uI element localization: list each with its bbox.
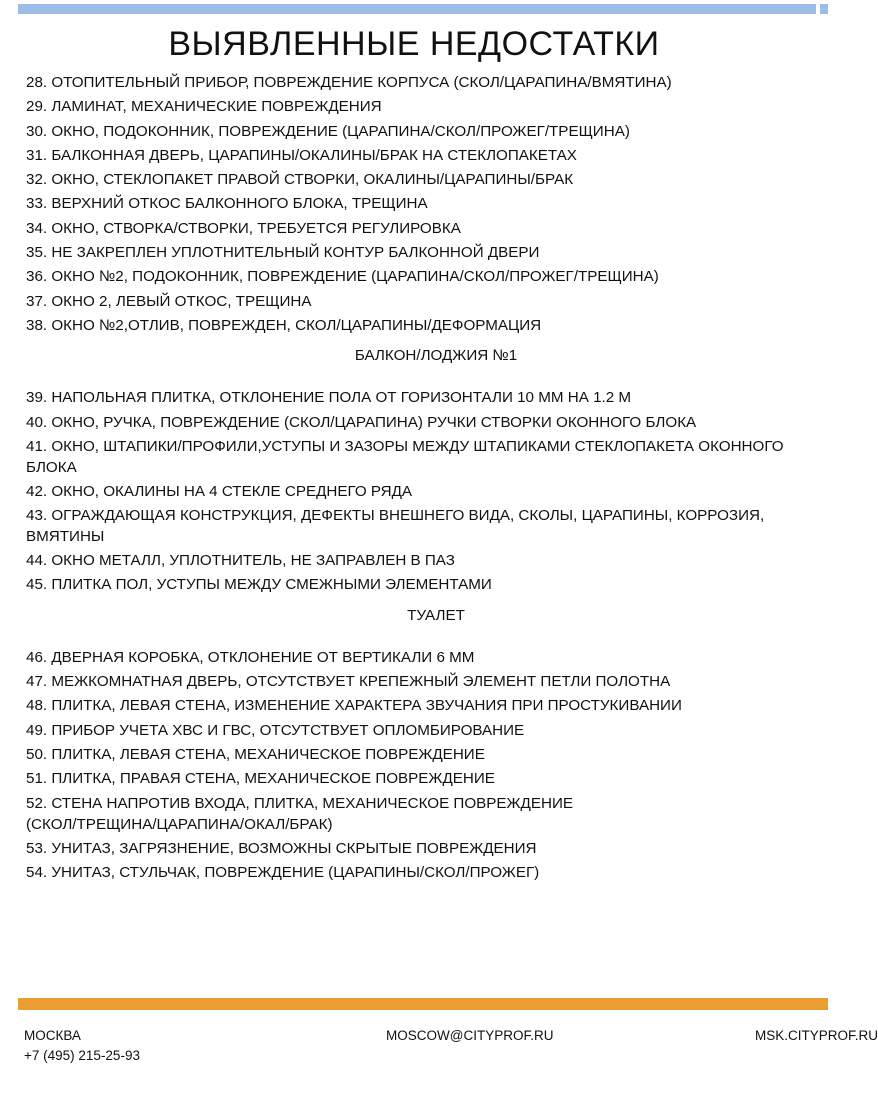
- defect-item: 49. ПРИБОР УЧЕТА ХВС И ГВС, ОТСУТСТВУЕТ ОПЛОМБИРОВАНИЕ: [26, 721, 525, 739]
- section-heading-toilet: ТУАЛЕТ: [407, 606, 465, 624]
- defect-item: 41. ОКНО, ШТАПИКИ/ПРОФИЛИ,УСТУПЫ И ЗАЗОРЫ МЕЖДУ ШТАПИКАМИ СТЕКЛОПАКЕТА ОКОННОГО БЛОКА: [26, 437, 784, 476]
- footer-website: MSK.CITYPROF.RU: [755, 1028, 878, 1043]
- defect-item: 29. ЛАМИНАТ, МЕХАНИЧЕСКИЕ ПОВРЕЖДЕНИЯ: [26, 98, 382, 116]
- defect-item: 37. ОКНО 2, ЛЕВЫЙ ОТКОС, ТРЕЩИНА: [26, 292, 312, 310]
- defect-item: 50. ПЛИТКА, ЛЕВАЯ СТЕНА, МЕХАНИЧЕСКОЕ ПОВРЕЖДЕНИЕ: [26, 745, 485, 763]
- top-accent-bar: [18, 4, 816, 14]
- defect-item: 33. ВЕРХНИЙ ОТКОС БАЛКОННОГО БЛОКА, ТРЕЩИНА: [26, 195, 428, 213]
- defect-item: 44. ОКНО МЕТАЛЛ, УПЛОТНИТЕЛЬ, НЕ ЗАПРАВЛЕН В ПАЗ: [26, 552, 455, 570]
- section-heading-balcony: БАЛКОН/ЛОДЖИЯ №1: [354, 347, 518, 365]
- defects-list: [26, 71, 826, 885]
- defect-item: 40. ОКНО, РУЧКА, ПОВРЕЖДЕНИЕ (СКОЛ/ЦАРАПИНА) РУЧКИ СТВОРКИ ОКОННОГО БЛОКА: [26, 413, 697, 431]
- defect-item: 45. ПЛИТКА ПОЛ, УСТУПЫ МЕЖДУ СМЕЖНЫМИ ЭЛЕМЕНТАМИ: [26, 576, 492, 594]
- defect-item: 35. НЕ ЗАКРЕПЛЕН УПЛОТНИТЕЛЬНЫЙ КОНТУР БАЛКОННОЙ ДВЕРИ: [26, 244, 540, 262]
- defect-item: 42. ОКНО, ОКАЛИНЫ НА 4 СТЕКЛЕ СРЕДНЕГО РЯДА: [26, 482, 413, 500]
- defect-item: 28. ОТОПИТЕЛЬНЫЙ ПРИБОР, ПОВРЕЖДЕНИЕ КОРПУСА (СКОЛ/ЦАРАПИНА/ВМЯТИНА): [26, 74, 672, 91]
- top-accent-bar-edge: [820, 4, 828, 14]
- defect-item: 43. ОГРАЖДАЮЩАЯ КОНСТРУКЦИЯ, ДЕФЕКТЫ ВНЕШНЕГО ВИДА, СКОЛЫ, ЦАРАПИНЫ, КОРРОЗИЯ, ВМЯТИНЫ: [26, 507, 765, 546]
- page-title: ВЫЯВЛЕННЫЕ НЕДОСТАТКИ: [168, 25, 660, 63]
- defect-item: 34. ОКНО, СТВОРКА/СТВОРКИ, ТРЕБУЕТСЯ РЕГУЛИРОВКА: [26, 219, 461, 237]
- defect-item: 38. ОКНО №2,ОТЛИВ, ПОВРЕЖДЕН, СКОЛ/ЦАРАПИНЫ/ДЕФОРМАЦИЯ: [26, 316, 542, 334]
- footer-contact: [24, 1026, 140, 1066]
- defect-item: 47. МЕЖКОМНАТНАЯ ДВЕРЬ, ОТСУТСТВУЕТ КРЕПЕЖНЫЙ ЭЛЕМЕНТ ПЕТЛИ ПОЛОТНА: [26, 673, 671, 691]
- footer-email: MOSCOW@CITYPROF.RU: [386, 1028, 554, 1043]
- defect-item: 52. СТЕНА НАПРОТИВ ВХОДА, ПЛИТКА, МЕХАНИЧЕСКОЕ ПОВРЕЖДЕНИЕ (СКОЛ/ТРЕЩИНА/ЦАРАПИНА/ОКАЛ/БРАК): [26, 794, 573, 833]
- defect-item: 31. БАЛКОННАЯ ДВЕРЬ, ЦАРАПИНЫ/ОКАЛИНЫ/БРАК НА СТЕКЛОПАКЕТАХ: [26, 146, 577, 164]
- defect-item: 46. ДВЕРНАЯ КОРОБКА, ОТКЛОНЕНИЕ ОТ ВЕРТИКАЛИ 6 ММ: [26, 648, 475, 666]
- defect-item: 30. ОКНО, ПОДОКОННИК, ПОВРЕЖДЕНИЕ (ЦАРАПИНА/СКОЛ/ПРОЖЕГ/ТРЕЩИНА): [26, 122, 630, 140]
- defect-item: 32. ОКНО, СТЕКЛОПАКЕТ ПРАВОЙ СТВОРКИ, ОКАЛИНЫ/ЦАРАПИНЫ/БРАК: [26, 171, 574, 189]
- defect-item: 54. УНИТАЗ, СТУЛЬЧАК, ПОВРЕЖДЕНИЕ (ЦАРАПИНЫ/СКОЛ/ПРОЖЕГ): [26, 863, 540, 881]
- footer-city: МОСКВА: [24, 1028, 81, 1043]
- defect-item: 51. ПЛИТКА, ПРАВАЯ СТЕНА, МЕХАНИЧЕСКОЕ ПОВРЕЖДЕНИЕ: [26, 770, 495, 788]
- defect-item: 53. УНИТАЗ, ЗАГРЯЗНЕНИЕ, ВОЗМОЖНЫ СКРЫТЫЕ ПОВРЕЖДЕНИЯ: [26, 839, 537, 857]
- footer-accent-bar: [18, 998, 828, 1010]
- defect-item: 48. ПЛИТКА, ЛЕВАЯ СТЕНА, ИЗМЕНЕНИЕ ХАРАКТЕРА ЗВУЧАНИЯ ПРИ ПРОСТУКИВАНИИ: [26, 697, 682, 715]
- footer-phone: +7 (495) 215-25-93: [24, 1048, 140, 1063]
- defect-item: 39. НАПОЛЬНАЯ ПЛИТКА, ОТКЛОНЕНИЕ ПОЛА ОТ ГОРИЗОНТАЛИ 10 ММ НА 1.2 М: [26, 389, 632, 407]
- defect-item: 36. ОКНО №2, ПОДОКОННИК, ПОВРЕЖДЕНИЕ (ЦАРАПИНА/СКОЛ/ПРОЖЕГ/ТРЕЩИНА): [26, 268, 659, 286]
